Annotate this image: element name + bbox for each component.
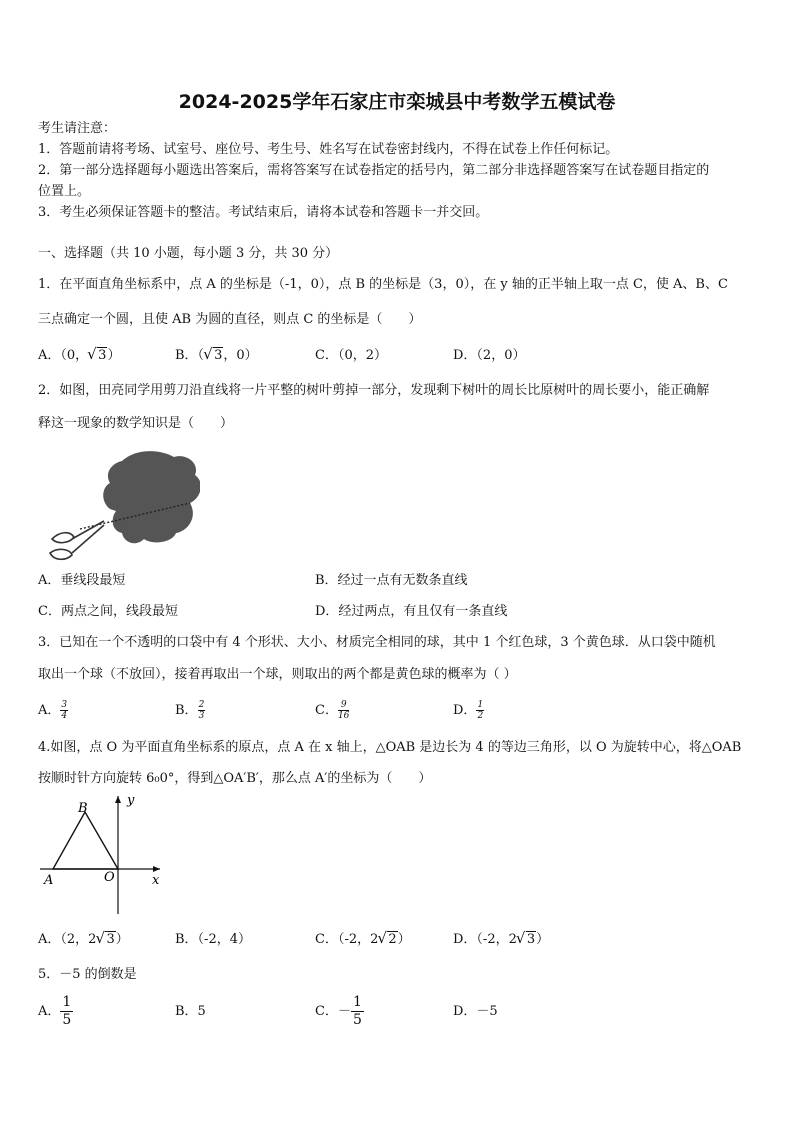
label-x: x: [152, 873, 160, 888]
q1-option-b: B．（√ 3，0）: [175, 348, 258, 364]
notice-heading: 考生请注意：: [38, 121, 117, 136]
q4-option-d: D．（-2，2√ 3）: [453, 932, 549, 948]
q2-option-a: A．垂线段最短: [38, 573, 126, 588]
triangle-coordinate-figure: [38, 792, 168, 916]
scissors-handle-icon: [52, 533, 74, 543]
notice-item: 2．第一部分选择题每小题选出答案后，需将答案写在试卷指定的括号内，第二部分非选择题答案写在试卷题目指定的: [38, 163, 710, 178]
question-5-text: 5．－5 的倒数是: [38, 967, 137, 982]
q5-option-b: B．5: [175, 1004, 206, 1019]
question-1-text: 三点确定一个圆，且使 AB 为圆的直径，则点 C 的坐标是（ ）: [38, 312, 422, 327]
label-y: y: [127, 793, 135, 808]
q3-option-b: B． $\frac{2}{3}$: [175, 700, 205, 721]
q4-option-a: A．（2，2√ 3）: [38, 932, 129, 948]
question-2-text: 2．如图，田亮同学用剪刀沿直线将一片平整的树叶剪掉一部分，发现剩下树叶的周长比原树叶的周长要小，能正确解: [38, 383, 710, 398]
question-2-text: 释这一现象的数学知识是（ ）: [38, 416, 234, 431]
q3-option-c: C． $\frac{9}{16}$: [315, 700, 350, 721]
scissors-handle-icon: [50, 549, 72, 559]
question-1-text: 1．在平面直角坐标系中，点 A 的坐标是（-1，0），点 B 的坐标是（3，0），在 y 轴的正半轴上取一点 C，使 A、B、C: [38, 277, 728, 292]
q3-option-d: D． $\frac{1}{2}$: [453, 700, 484, 721]
triangle-oab: [53, 812, 118, 869]
page-title: 2024-2025学年石家庄市栾城县中考数学五模试卷: [178, 91, 616, 113]
q4-option-c: C．（-2，2√ 2）: [315, 932, 411, 948]
q3-option-a: A． $\frac{3}{4}$: [38, 700, 68, 721]
leaf-scissors-figure: [40, 443, 200, 563]
q2-option-b: B．经过一点有无数条直线: [315, 573, 468, 588]
label-a: A: [44, 873, 54, 888]
question-3-text: 3．已知在一个不透明的口袋中有 4 个形状、大小、材质完全相同的球，其中 1 个红色球，3 个黄色球．从口袋中随机: [38, 635, 716, 650]
notice-item: 3．考生必须保证答题卡的整洁。考试结束后，请将本试卷和答题卡一并交回。: [38, 205, 489, 220]
label-b: B: [78, 801, 88, 816]
q5-option-d: D．－5: [453, 1004, 498, 1019]
label-o: O: [104, 870, 115, 885]
question-3-text: 取出一个球（不放回），接着再取出一个球，则取出的两个都是黄色球的概率为（ ）: [38, 667, 517, 682]
section-heading: 一、选择题（共 10 小题，每小题 3 分，共 30 分）: [38, 246, 339, 261]
q5-option-c: C．－ $\frac{1}{5}$: [315, 994, 362, 1028]
notice-item: 1．答题前请将考场、试室号、座位号、考生号、姓名写在试卷密封线内，不得在试卷上作任何标记。: [38, 142, 619, 157]
notice-item: 位置上。: [38, 184, 91, 199]
q1-option-d: D．（2，0）: [453, 348, 526, 363]
q2-option-c: C．两点之间，线段最短: [38, 604, 178, 619]
q5-option-a: A． $\frac{1}{5}$: [38, 994, 72, 1028]
q1-option-c: C．（0，2）: [315, 348, 387, 363]
q4-option-b: B．（-2，4）: [175, 932, 251, 947]
question-4-text: 按顺时针方向旋转 6₀0°，得到△OA′B′，那么点 A′的坐标为（ ）: [38, 771, 432, 786]
y-axis-arrow-icon: [115, 796, 121, 803]
leaf-shape: [103, 451, 200, 543]
q1-option-a: A．（0，√ 3）: [38, 348, 120, 364]
x-axis-arrow-icon: [153, 866, 160, 872]
question-4-text: 4.如图，点 O 为平面直角坐标系的原点，点 A 在 x 轴上，△OAB 是边长为 4 的等边三角形，以 O 为旋转中心，将△OAB: [38, 740, 742, 755]
q2-option-d: D．经过两点，有且仅有一条直线: [315, 604, 508, 619]
